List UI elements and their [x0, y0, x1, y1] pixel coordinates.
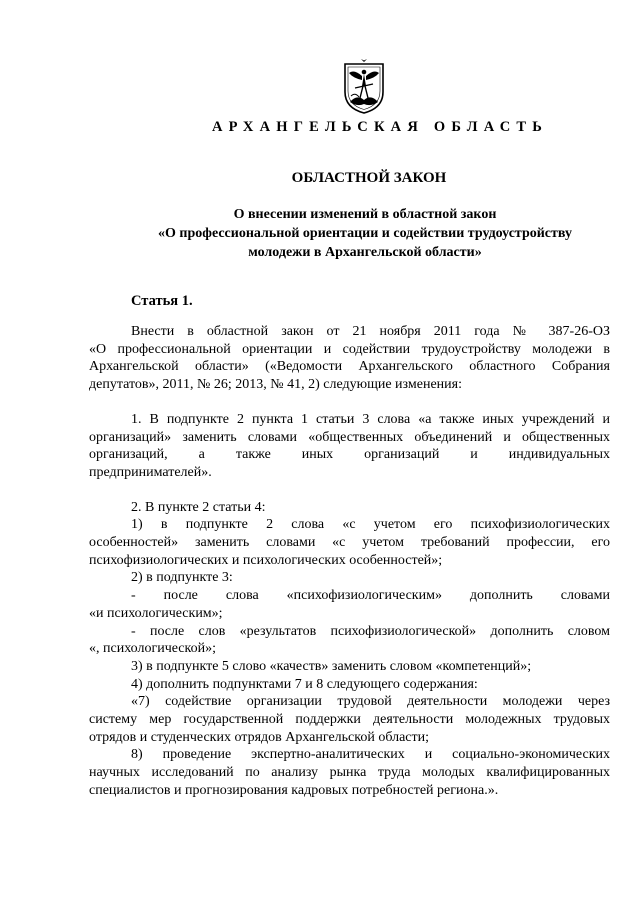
paragraph-line: Внести в областной закон от 21 ноября 2011 года № 387-26-ОЗ: [131, 324, 610, 339]
paragraph-line: систему мер государственной поддержки деятельности молодежных трудовых: [89, 712, 610, 728]
paragraph-line: психофизиологических и психологических особенностей»;: [89, 552, 443, 568]
paragraph-line: специалистов и прогнозирования кадровых потребностей региона.».: [89, 782, 499, 798]
paragraph-line: предпринимателей».: [89, 464, 212, 480]
paragraph-line: - после слов «результатов психофизиологической» дополнить словом: [131, 623, 610, 639]
article-body: [89, 323, 610, 800]
law-title: [130, 205, 600, 262]
law-title-line: молодежи в Архангельской области»: [248, 245, 482, 260]
paragraph-line: научных исследований по анализу рынка труда молодых квалифицированных: [89, 765, 610, 781]
paragraph-line: организаций, а также иных организаций и индивидуальных: [89, 447, 610, 463]
paragraph-line: «О профессиональной ориентации и содействии трудоустройству молодежи в: [89, 341, 610, 357]
paragraph-line: 1. В подпункте 2 пункта 1 статьи 3 слова «а также иных учреждений и: [131, 411, 610, 427]
paragraph-line: «и психологическим»;: [89, 605, 223, 621]
region-title: АРХАНГЕЛЬСКАЯ ОБЛАСТЬ: [211, 119, 549, 135]
paragraph-line: «7) содействие организации трудовой деятельности молодежи через: [131, 694, 610, 710]
paragraph-line: 1) в подпункте 2 слова «с учетом его психофизиологических: [131, 517, 610, 533]
paragraph-line: 3) в подпункте 5 слово «качеств» заменить словом «компетенций»;: [131, 658, 532, 674]
paragraph-line: особенностей» заменить словами «с учетом требований профессии, его: [89, 535, 610, 551]
paragraph-line: организаций» заменить словами «общественных объединений и общественных: [89, 429, 610, 445]
paragraph-line: 2) в подпункте 3:: [131, 570, 233, 586]
paragraph-line: 2. В пункте 2 статьи 4:: [131, 499, 266, 515]
paragraph-line: депутатов», 2011, № 26; 2013, № 41, 2) следующие изменения:: [89, 377, 462, 393]
paragraph-line: 8) проведение экспертно-аналитических и социально-экономических: [131, 747, 610, 763]
coat-of-arms-icon: [343, 58, 385, 114]
paragraph-line: - после слова «психофизиологическим» дополнить словами: [131, 588, 610, 604]
paragraph-line: 4) дополнить подпунктами 7 и 8 следующего содержания:: [131, 676, 478, 692]
paragraph-line: отрядов и студенческих отрядов Архангельской области;: [89, 729, 430, 745]
article-heading: Статья 1.: [131, 293, 193, 309]
law-title-line: «О профессиональной ориентации и содействии трудоустройству: [158, 226, 572, 241]
law-type: ОБЛАСТНОЙ ЗАКОН: [291, 170, 447, 186]
law-title-line: О внесении изменений в областной закон: [233, 207, 497, 222]
paragraph-line: Архангельской области» («Ведомости Архангельского областного Собрания: [89, 359, 610, 375]
paragraph-line: «, психологической»;: [89, 641, 216, 657]
